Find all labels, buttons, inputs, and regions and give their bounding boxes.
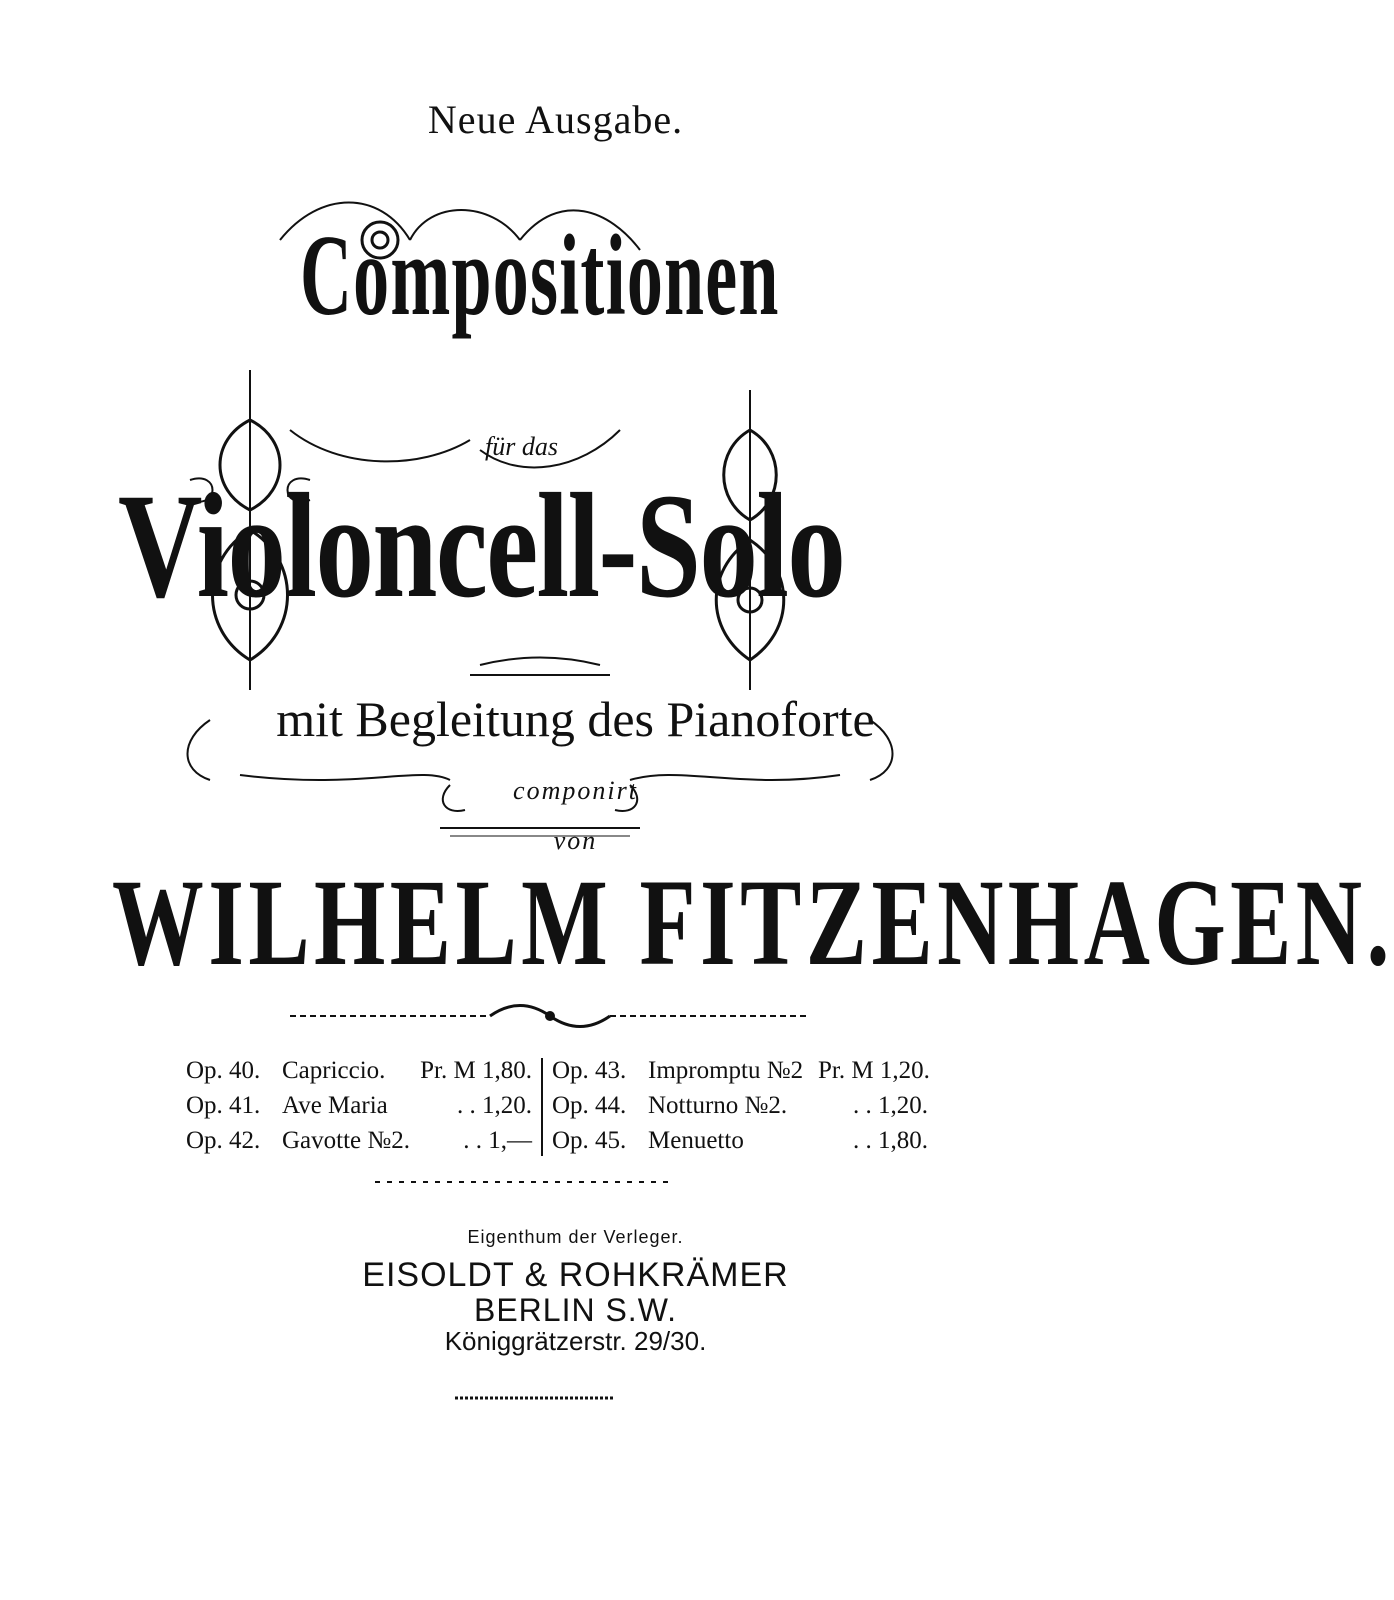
work-row (186, 1123, 532, 1158)
subtitle-connector: für das (485, 432, 558, 461)
column-divider (541, 1058, 543, 1156)
work-price: . . 1,80. (853, 1127, 928, 1154)
work-price: . . 1,— (463, 1127, 532, 1154)
publisher-address: Königgrätzerstr. 29/30. (444, 1326, 707, 1356)
publisher-note: Eigenthum der Verleger. (467, 1227, 684, 1247)
work-price: . . 1,20. (853, 1092, 928, 1119)
publisher-city: BERLIN S.W. (473, 1292, 678, 1328)
work-row (186, 1053, 532, 1088)
work-row (552, 1088, 928, 1123)
work-opus: Op. 43. (552, 1057, 627, 1084)
work-price: Pr. M 1,80. (420, 1057, 532, 1084)
work-row (552, 1053, 928, 1088)
work-title: Impromptu №2 (648, 1057, 804, 1084)
work-price: . . 1,20. (457, 1092, 532, 1119)
publisher-name: EISOLDT & ROHKRÄMER (362, 1256, 789, 1294)
works-column-left (186, 1053, 532, 1158)
work-opus: Op. 41. (186, 1092, 261, 1119)
separator-ornament (290, 1000, 810, 1030)
work-row (186, 1088, 532, 1123)
work-row (552, 1123, 928, 1158)
composed-line: componirt (513, 776, 638, 805)
by-line: von (553, 826, 598, 855)
work-opus: Op. 40. (186, 1057, 261, 1084)
edition-line: Neue Ausgabe. (427, 97, 684, 142)
work-opus: Op. 42. (186, 1127, 261, 1154)
works-bottom-separator (375, 1176, 675, 1188)
work-opus: Op. 45. (552, 1127, 627, 1154)
work-title: Ave Maria (282, 1092, 388, 1119)
works-column-right (552, 1053, 928, 1158)
work-price: Pr. M 1,20. (818, 1057, 930, 1084)
accompaniment-line: mit Begleitung des Pianoforte (276, 691, 875, 747)
work-title: Notturno №2. (648, 1092, 788, 1119)
work-opus: Op. 44. (552, 1092, 627, 1119)
work-title: Menuetto (648, 1127, 744, 1154)
printer-imprint (455, 1392, 615, 1404)
work-title: Gavotte №2. (282, 1127, 410, 1154)
composer-name: WILHELM FITZENHAGEN. (112, 854, 1394, 991)
title-text: Compositionen (300, 212, 780, 340)
work-title: Capriccio. (282, 1057, 386, 1084)
instrument-title: Violoncell-Solo (118, 463, 845, 629)
